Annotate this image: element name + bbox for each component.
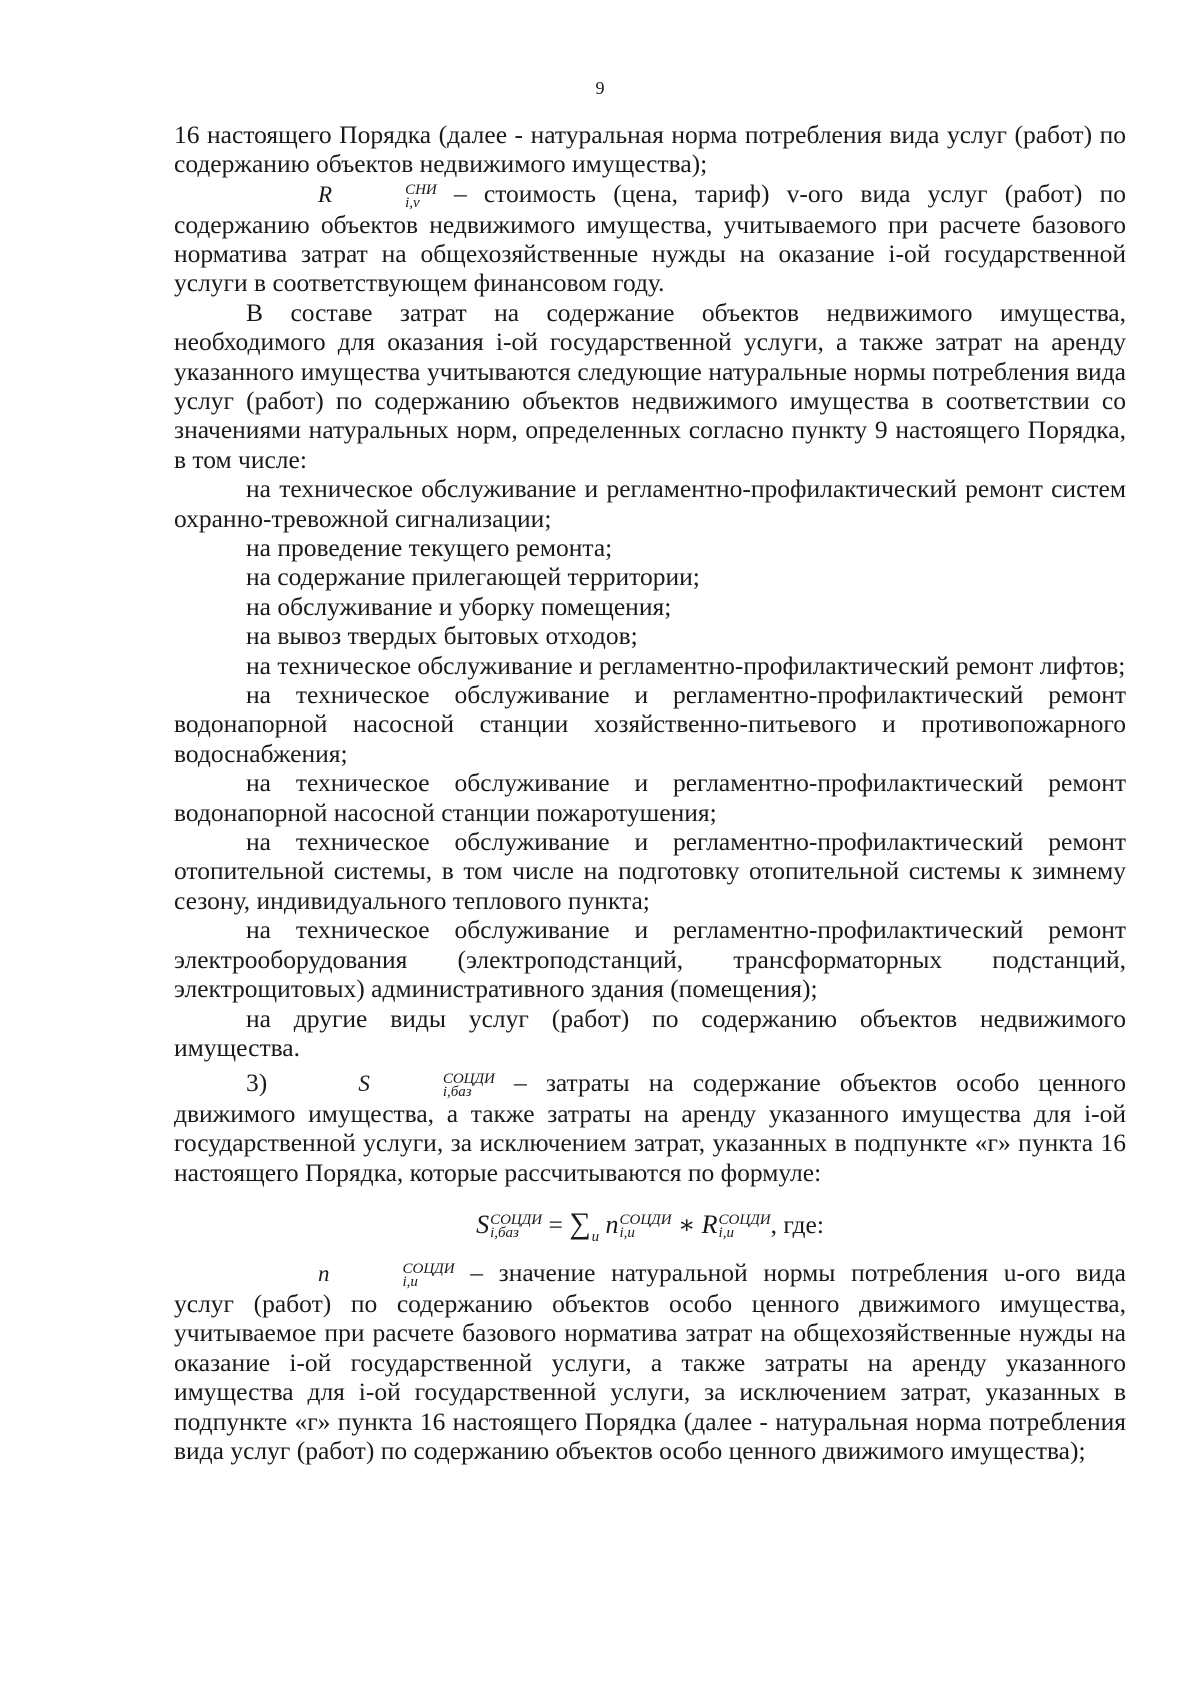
paragraph-continuation: 16 настоящего Порядка (далее - натуральная норма потребления вида услуг (работ) по содержанию объектов недвижимого имущества); <box>174 120 1126 179</box>
formula-lhs: S СОЦДИ i,баз <box>476 1210 543 1242</box>
s-socdi-symbol: S СОЦДИ i,баз <box>358 1071 495 1101</box>
formula-r: R СОЦДИ i,u <box>701 1210 771 1242</box>
s-socdi-superscript: СОЦДИ <box>442 1071 495 1088</box>
sum-symbol: ∑ <box>569 1207 591 1241</box>
n-socdi-subscript: i,u <box>402 1273 418 1290</box>
r-sni-superscript: СНИ <box>405 181 437 198</box>
formula-equals: = <box>548 1210 563 1240</box>
list-item: на проведение текущего ремонта; <box>246 533 613 562</box>
formula-n: n СОЦДИ i,u <box>605 1210 672 1242</box>
sum-index: u <box>591 1229 600 1246</box>
list-item: на техническое обслуживание и регламентно-профилактический ремонт водонапорной насосной станции пожаротушения; <box>174 768 1126 827</box>
list-item: на техническое обслуживание и регламентно-профилактический ремонт водонапорной насосной станции хозяйственно-питьевого и противопожарного водоснабжения; <box>174 680 1126 768</box>
n-socdi-description: – значение натуральной нормы потребления u-ого вида услуг (работ) по содержанию объектов особо ценного движимого имущества, учитываемое при расчете базового норматива затрат на общехозяйственные нужды на оказание i-ой государственной услуги, а также затраты на аренду указанного имущества для i-ой государственной услуги, за исключением затрат, указанных в подпункте «г» пункта 16 настоящего Порядка (далее - натуральная норма потребления вида услуг (работ) по содержанию объектов особо ценного движимого имущества); <box>174 1258 1126 1465</box>
list-item: на техническое обслуживание и регламентно-профилактический ремонт электрооборудования (электроподстанций, трансформаторных подстанций, электрощитовых) административного здания (помещения); <box>174 915 1126 1004</box>
paragraph-item-3 <box>174 1068 1126 1187</box>
document-body <box>174 120 1126 1465</box>
n-socdi-superscript: СОЦДИ <box>402 1260 455 1277</box>
list-item: на техническое обслуживание и регламентно-профилактический ремонт систем охранно-тревожной сигнализации; <box>174 474 1126 533</box>
r-sni-symbol: R СНИ i,v <box>318 181 437 211</box>
item-number: 3) <box>246 1068 268 1098</box>
list-item: на вывоз твердых бытовых отходов; <box>246 621 638 651</box>
paragraph-n-socdi-definition <box>174 1258 1126 1465</box>
r-sni-description: – стоимость (цена, тариф) v-ого вида услуг (работ) по содержанию объектов недвижимого имущества, учитываемого при расчете базового норматива затрат на общехозяйственные нужды на оказание i-ой государственной услуги в соответствующем финансовом году. <box>174 178 1126 298</box>
r-sni-subscript: i,v <box>405 194 420 211</box>
s-socdi-description: – затраты на содержание объектов особо ценного движимого имущества, а также затраты на аренду указанного имущества для i-ой государственной услуги, за исключением затрат, указанных в подпункте «г» пункта 16 настоящего Порядка, которые рассчитываются по формуле: <box>174 1068 1127 1187</box>
list-item: на техническое обслуживание и регламентно-профилактический ремонт отопительной системы, в том числе на подготовку отопительной системы к зимнему сезону, индивидуального теплового пункта; <box>174 827 1126 915</box>
page-number: 9 <box>595 78 605 98</box>
paragraph-r-sni-definition <box>174 179 1126 298</box>
s-socdi-subscript: i,баз <box>442 1084 472 1101</box>
n-socdi-symbol: n СОЦДИ i,u <box>318 1260 455 1290</box>
formula-times: ∗ <box>677 1210 696 1240</box>
paragraph-composition: В составе затрат на содержание объектов недвижимого имущества, необходимого для оказания i-ой государственной услуги, а также затрат на аренду указанного имущества учитываются следующие натуральные нормы потребления вида услуг (работ) по содержанию объектов недвижимого имущества в соответствии со значениями натуральных норм, определенных согласно пункту 9 настоящего Порядка, в том числе: <box>174 297 1126 474</box>
formula <box>174 1209 1126 1244</box>
list-item: на обслуживание и уборку помещения; <box>246 591 672 621</box>
list-item: на содержание прилегающей территории; <box>246 562 700 592</box>
list-item: на техническое обслуживание и регламентно-профилактический ремонт лифтов; <box>246 650 1126 680</box>
formula-suffix: , где: <box>770 1210 824 1240</box>
list-item: на другие виды услуг (работ) по содержанию объектов недвижимого имущества. <box>174 1003 1126 1062</box>
